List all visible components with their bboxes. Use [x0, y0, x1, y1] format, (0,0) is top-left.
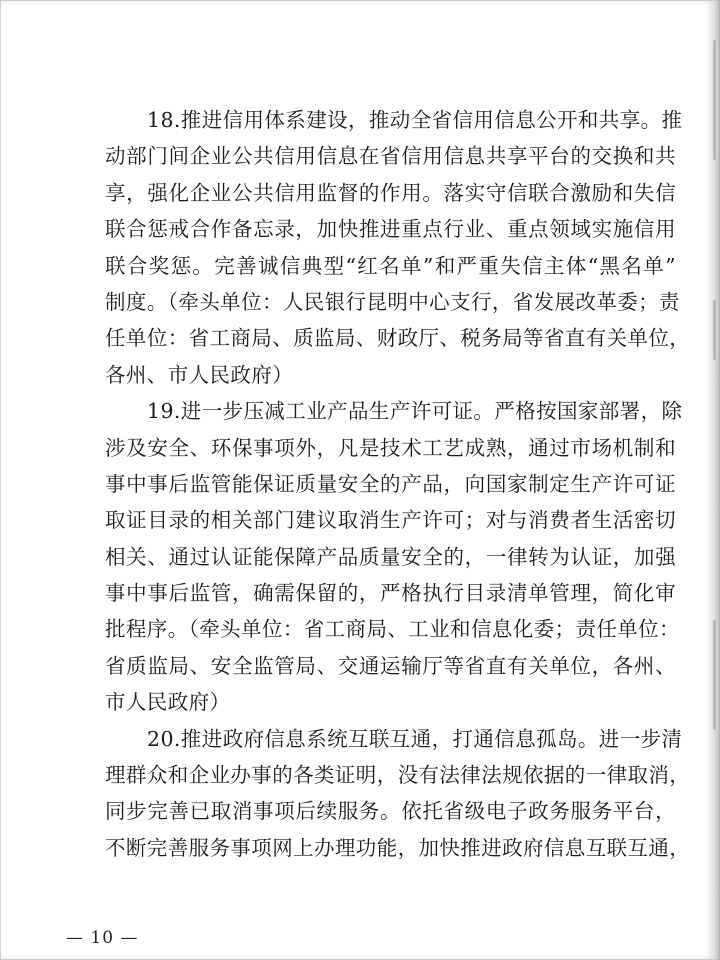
text-line: 20.推进政府信息系统互联互通，打通信息孤岛。进一步清	[147, 726, 683, 751]
paragraph-19	[64, 393, 683, 721]
page-number: — 10 —	[66, 928, 139, 948]
text-line: 事中事后监管，确需保留的，严格执行目录清单管理，简化审	[105, 581, 676, 606]
document-body	[64, 102, 691, 866]
text-line: 联合惩戒合作备忘录，加快推进重点行业、重点领域实施信用	[105, 217, 676, 242]
text-line: 制度。（牵头单位：人民银行昆明中心支行，省发展改革委；责	[105, 289, 680, 314]
text-line: 批程序。（牵头单位：省工商局、工业和信息化委；责任单位：	[105, 617, 680, 642]
text-line: 18.推进信用体系建设，推动全省信用信息公开和共享。推	[147, 108, 683, 132]
paragraph-18	[64, 102, 691, 393]
text-line: 涉及安全、环保事项外，凡是技术工艺成熟，通过市场机制和	[105, 435, 676, 460]
scan-mark	[713, 40, 716, 160]
text-line: 市人民政府）	[105, 690, 231, 715]
text-line: 取证目录的相关部门建议取消生产许可；对与消费者生活密切	[105, 508, 676, 533]
scan-mark	[713, 620, 716, 730]
text-line: 事中事后监管能保证质量安全的产品，向国家制定生产许可证	[105, 471, 676, 496]
text-line: 各州、市人民政府）	[105, 362, 294, 387]
text-line: 19.进一步压减工业产品生产许可证。严格按国家部署，除	[147, 399, 683, 424]
scan-mark	[713, 300, 716, 360]
text-line: 动部门间企业公共信用信息在省信用信息共享平台的交换和共	[105, 144, 676, 169]
paragraph-20	[64, 721, 691, 867]
text-line: 不断完善服务事项网上办理功能，加快推进政府信息互联互通，	[105, 835, 691, 860]
text-line: 理群众和企业办事的各类证明，没有法律法规依据的一律取消，	[105, 763, 691, 788]
text-line: 联合奖惩。完善诚信典型“红名单”和严重失信主体“黑名单”	[105, 253, 676, 278]
text-line: 同步完善已取消事项后续服务。依托省级电子政务服务平台，	[105, 799, 676, 824]
text-line: 享，强化企业公共信用监督的作用。落实守信联合激励和失信	[105, 180, 676, 205]
text-line: 相关、通过认证能保障产品质量安全的，一律转为认证，加强	[105, 544, 676, 569]
text-line: 任单位：省工商局、质监局、财政厅、税务局等省直有关单位，	[105, 326, 691, 351]
text-line: 省质监局、安全监管局、交通运输厅等省直有关单位，各州、	[105, 653, 676, 678]
